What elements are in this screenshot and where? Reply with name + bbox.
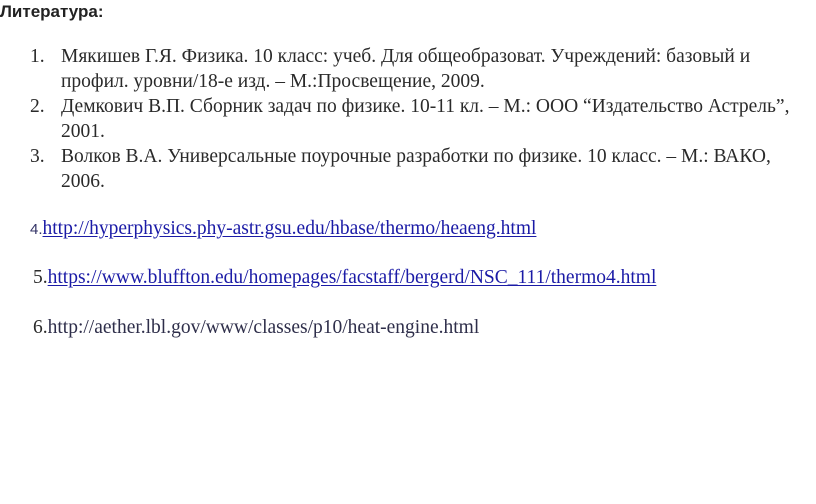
bluffton-link[interactable]: https://www.bluffton.edu/homepages/facstaff/bergerd/NSC_111/thermo4.html (47, 267, 657, 288)
reference-number: 3. (30, 146, 45, 167)
reference-number: 1. (30, 46, 45, 67)
section-heading: Литература: (0, 2, 104, 21)
reference-list (30, 44, 816, 194)
link-number: 4. (30, 221, 43, 238)
link-item-6 (33, 315, 479, 340)
link-number: 6. (33, 317, 48, 338)
link-item-4 (30, 216, 536, 242)
aether-link: http://aether.lbl.gov/www/classes/p10/heat-engine.html (47, 317, 480, 338)
link-number: 5. (33, 267, 48, 288)
reference-item-1 (30, 44, 816, 94)
hyperphysics-link[interactable]: http://hyperphysics.phy-astr.gsu.edu/hbase/thermo/heaeng.html (42, 218, 537, 239)
reference-text: Волков В.А. Универсальные поурочные разработки по физике. 10 класс. – М.: ВАКО, 2006. (61, 146, 771, 192)
reference-item-2 (30, 94, 816, 144)
link-item-5 (33, 265, 656, 290)
reference-item-3 (30, 144, 816, 194)
reference-text: Демкович В.П. Сборник задач по физике. 10-11 кл. – М.: ООО “Издательство Астрель”, 2001. (61, 96, 790, 142)
reference-text: Мякишев Г.Я. Физика. 10 класс: учеб. Для общеобразоват. Учреждений: базовый и профил. уровни/18-е изд. – М.:Просвещение, 2009. (61, 46, 751, 92)
reference-number: 2. (30, 96, 45, 117)
